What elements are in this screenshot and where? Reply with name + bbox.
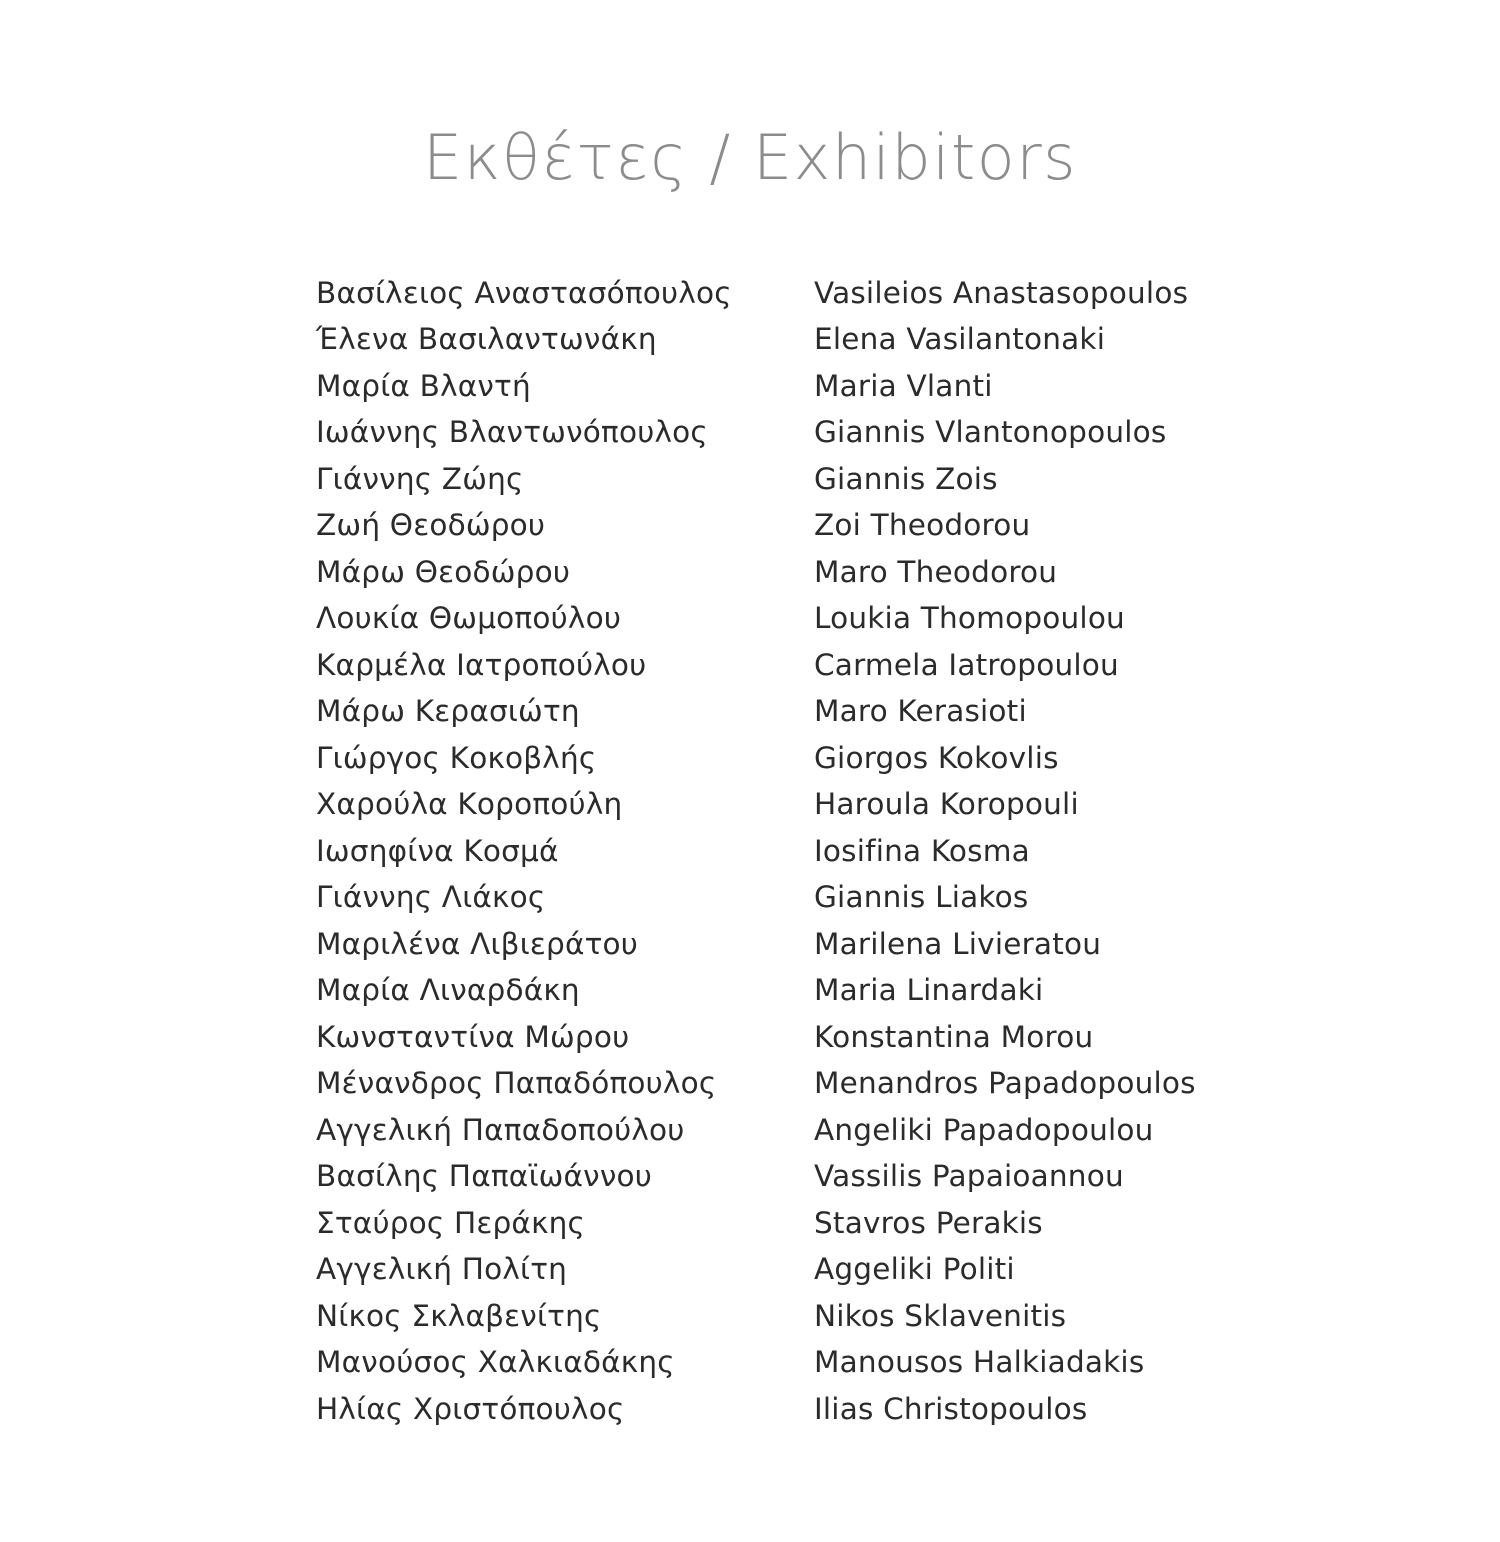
list-item: Βασίλειος Αναστασόπουλος: [316, 275, 732, 310]
list-item: Giannis Vlantonopoulos: [814, 415, 1167, 450]
list-item: Konstantina Morou: [814, 1019, 1094, 1054]
list-item: Γιώργος Κοκοβλής: [316, 740, 597, 775]
page-title: Εκθέτες / Exhibitors: [423, 120, 1077, 194]
list-item: Αγγελική Πολίτη: [316, 1252, 568, 1287]
list-item: Giannis Zois: [814, 461, 998, 496]
list-item: Ηλίας Χριστόπουλος: [316, 1391, 625, 1426]
list-item: Manousos Halkiadakis: [814, 1345, 1145, 1380]
list-item: Μάρω Θεοδώρου: [316, 554, 571, 589]
list-item: Ζωή Θεοδώρου: [316, 508, 546, 543]
list-item: Maria Vlanti: [814, 368, 993, 403]
list-item: Maro Theodorou: [814, 554, 1058, 589]
list-item: Giannis Liakos: [814, 880, 1029, 915]
list-item: Aggeliki Politi: [814, 1252, 1015, 1287]
list-item: Zoi Theodorou: [814, 508, 1031, 543]
exhibitors-column-greek: [316, 270, 814, 1433]
list-item: Μάρω Κερασιώτη: [316, 694, 580, 729]
exhibitors-page: [0, 42, 1500, 1542]
list-item: Αγγελική Παπαδοπούλου: [316, 1112, 685, 1147]
exhibitors-list: [0, 270, 1500, 1433]
list-item: Μανούσος Χαλκιαδάκης: [316, 1345, 675, 1380]
list-item: Ιωάννης Βλαντωνόπουλος: [316, 415, 708, 450]
list-item: Menandros Papadopoulos: [814, 1066, 1196, 1101]
list-item: Loukia Thomopoulou: [814, 601, 1125, 636]
list-item: Maria Linardaki: [814, 973, 1044, 1008]
list-item: Καρμέλα Ιατροπούλου: [316, 647, 647, 682]
list-item: Angeliki Papadopoulou: [814, 1112, 1154, 1147]
list-item: Μαρία Βλαντή: [316, 368, 531, 403]
list-item: Ιωσηφίνα Κοσμά: [316, 833, 559, 868]
list-item: Vasileios Anastasopoulos: [814, 275, 1189, 310]
list-item: Σταύρος Περάκης: [316, 1205, 586, 1240]
list-item: Elena Vasilantonaki: [814, 322, 1106, 357]
list-item: Μαρία Λιναρδάκη: [316, 973, 580, 1008]
list-item: Vassilis Papaioannou: [814, 1159, 1124, 1194]
list-item: Giorgos Kokovlis: [814, 740, 1059, 775]
list-item: Έλενα Βασιλαντωνάκη: [316, 322, 657, 357]
list-item: Marilena Livieratou: [814, 926, 1102, 961]
list-item: Γιάννης Ζώης: [316, 461, 524, 496]
list-item: Iosifina Kosma: [814, 833, 1030, 868]
list-item: Carmela Iatropoulou: [814, 647, 1119, 682]
list-item: Stavros Perakis: [814, 1205, 1043, 1240]
list-item: Βασίλης Παπαϊωάννου: [316, 1159, 653, 1194]
list-item: Μένανδρος Παπαδόπουλος: [316, 1066, 717, 1101]
list-item: Λουκία Θωμοπούλου: [316, 601, 622, 636]
list-item: Maro Kerasioti: [814, 694, 1027, 729]
list-item: Χαρούλα Κοροπούλη: [316, 787, 623, 822]
exhibitors-column-english: [814, 270, 1334, 1433]
list-item: Haroula Koropouli: [814, 787, 1079, 822]
list-item: Νίκος Σκλαβενίτης: [316, 1298, 602, 1333]
list-item: Ilias Christopoulos: [814, 1391, 1088, 1426]
list-item: Nikos Sklavenitis: [814, 1298, 1067, 1333]
list-item: Γιάννης Λιάκος: [316, 880, 546, 915]
list-item: Μαριλένα Λιβιεράτου: [316, 926, 639, 961]
list-item: Κωνσταντίνα Μώρου: [316, 1019, 630, 1054]
